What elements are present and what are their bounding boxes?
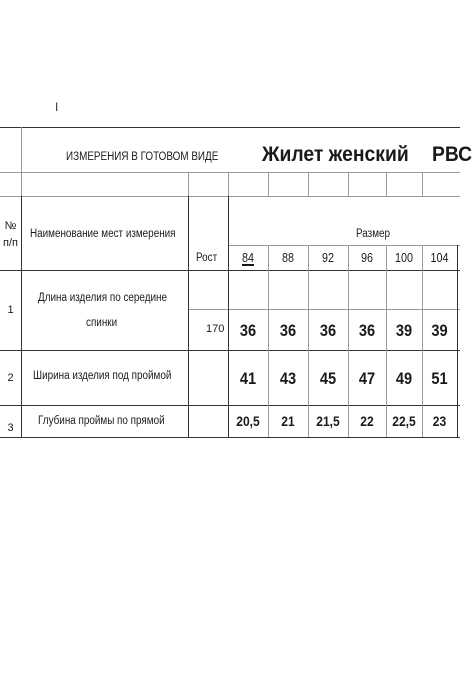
row-number: 2 [7,372,14,384]
value-cell: 22,5 [392,413,416,429]
value-cell: 45 [319,369,337,388]
column-number-header-line1: № [4,220,17,232]
product-title: Жилет женский [262,143,409,166]
value-cell: 36 [319,321,337,340]
value-cell: 47 [358,369,376,388]
right-edge-divider [457,245,458,437]
size-divider-4 [386,172,387,196]
column-size-group-header: Размер [356,228,390,240]
column-number-header-line2: п/п [3,237,18,249]
value-cell: 21,5 [316,413,340,429]
size-header-divider [228,245,460,246]
spacer-divider-name [188,172,189,196]
row-number: 3 [7,422,14,434]
left-frame-divider [21,127,22,172]
row-name-line1: Длина изделия по середине [38,292,167,304]
value-cell: 39 [395,321,413,340]
size-header-84: 84 [242,251,254,265]
table-border-bottom [0,437,460,438]
size-header-104: 104 [430,251,449,265]
size-divider-3 [348,172,349,196]
column-header-bottom [0,270,460,271]
value-cell: 36 [239,321,257,340]
size-divider-5-lower [422,245,423,437]
row-number: 1 [7,304,14,316]
row-name: Глубина проймы по прямой [38,415,165,427]
table-border-top [0,127,460,128]
brand-partial: РВС [432,143,472,166]
measurements-label: ИЗМЕРЕНИЯ В ГОТОВОМ ВИДЕ [66,151,219,163]
value-cell: 20,5 [236,413,260,429]
value-cell: 36 [358,321,376,340]
column-name-header: Наименование мест измерения [30,228,176,240]
header-divider [0,172,460,173]
row-name: Ширина изделия под проймой [33,370,172,382]
name-column-divider [188,196,189,437]
value-cell: 23 [432,413,447,429]
column-height-header: Рост [196,252,218,264]
number-column-divider [21,196,22,437]
value-cell: 49 [395,369,413,388]
value-cell: 22 [360,413,374,429]
height-column-divider [228,196,229,437]
size-divider-4-lower [386,245,387,437]
size-divider-3-lower [348,245,349,437]
size-divider-5 [422,172,423,196]
value-cell: 39 [431,321,448,340]
size-divider-2 [308,172,309,196]
text-cursor-mark: I [55,100,59,114]
spacer-divider-height [228,172,229,196]
value-cell: 51 [431,369,448,388]
size-header-96: 96 [361,251,373,265]
size-divider-1 [268,172,269,196]
size-header-88: 88 [282,251,294,265]
size-divider-2-lower [308,245,309,437]
size-divider-1-lower [268,245,269,437]
row2-bottom [0,405,460,406]
size-header-92: 92 [322,251,334,265]
row-height-value: 170 [206,323,225,335]
value-cell: 21 [281,413,295,429]
size-header-100: 100 [395,251,413,265]
value-cell: 36 [279,321,297,340]
value-cell: 41 [239,369,257,388]
spacer-row-divider [0,196,460,197]
row1-bottom [0,350,460,351]
spacer-divider-left [21,172,22,196]
value-cell: 43 [279,369,297,388]
row-name-line2: спинки [86,317,118,329]
